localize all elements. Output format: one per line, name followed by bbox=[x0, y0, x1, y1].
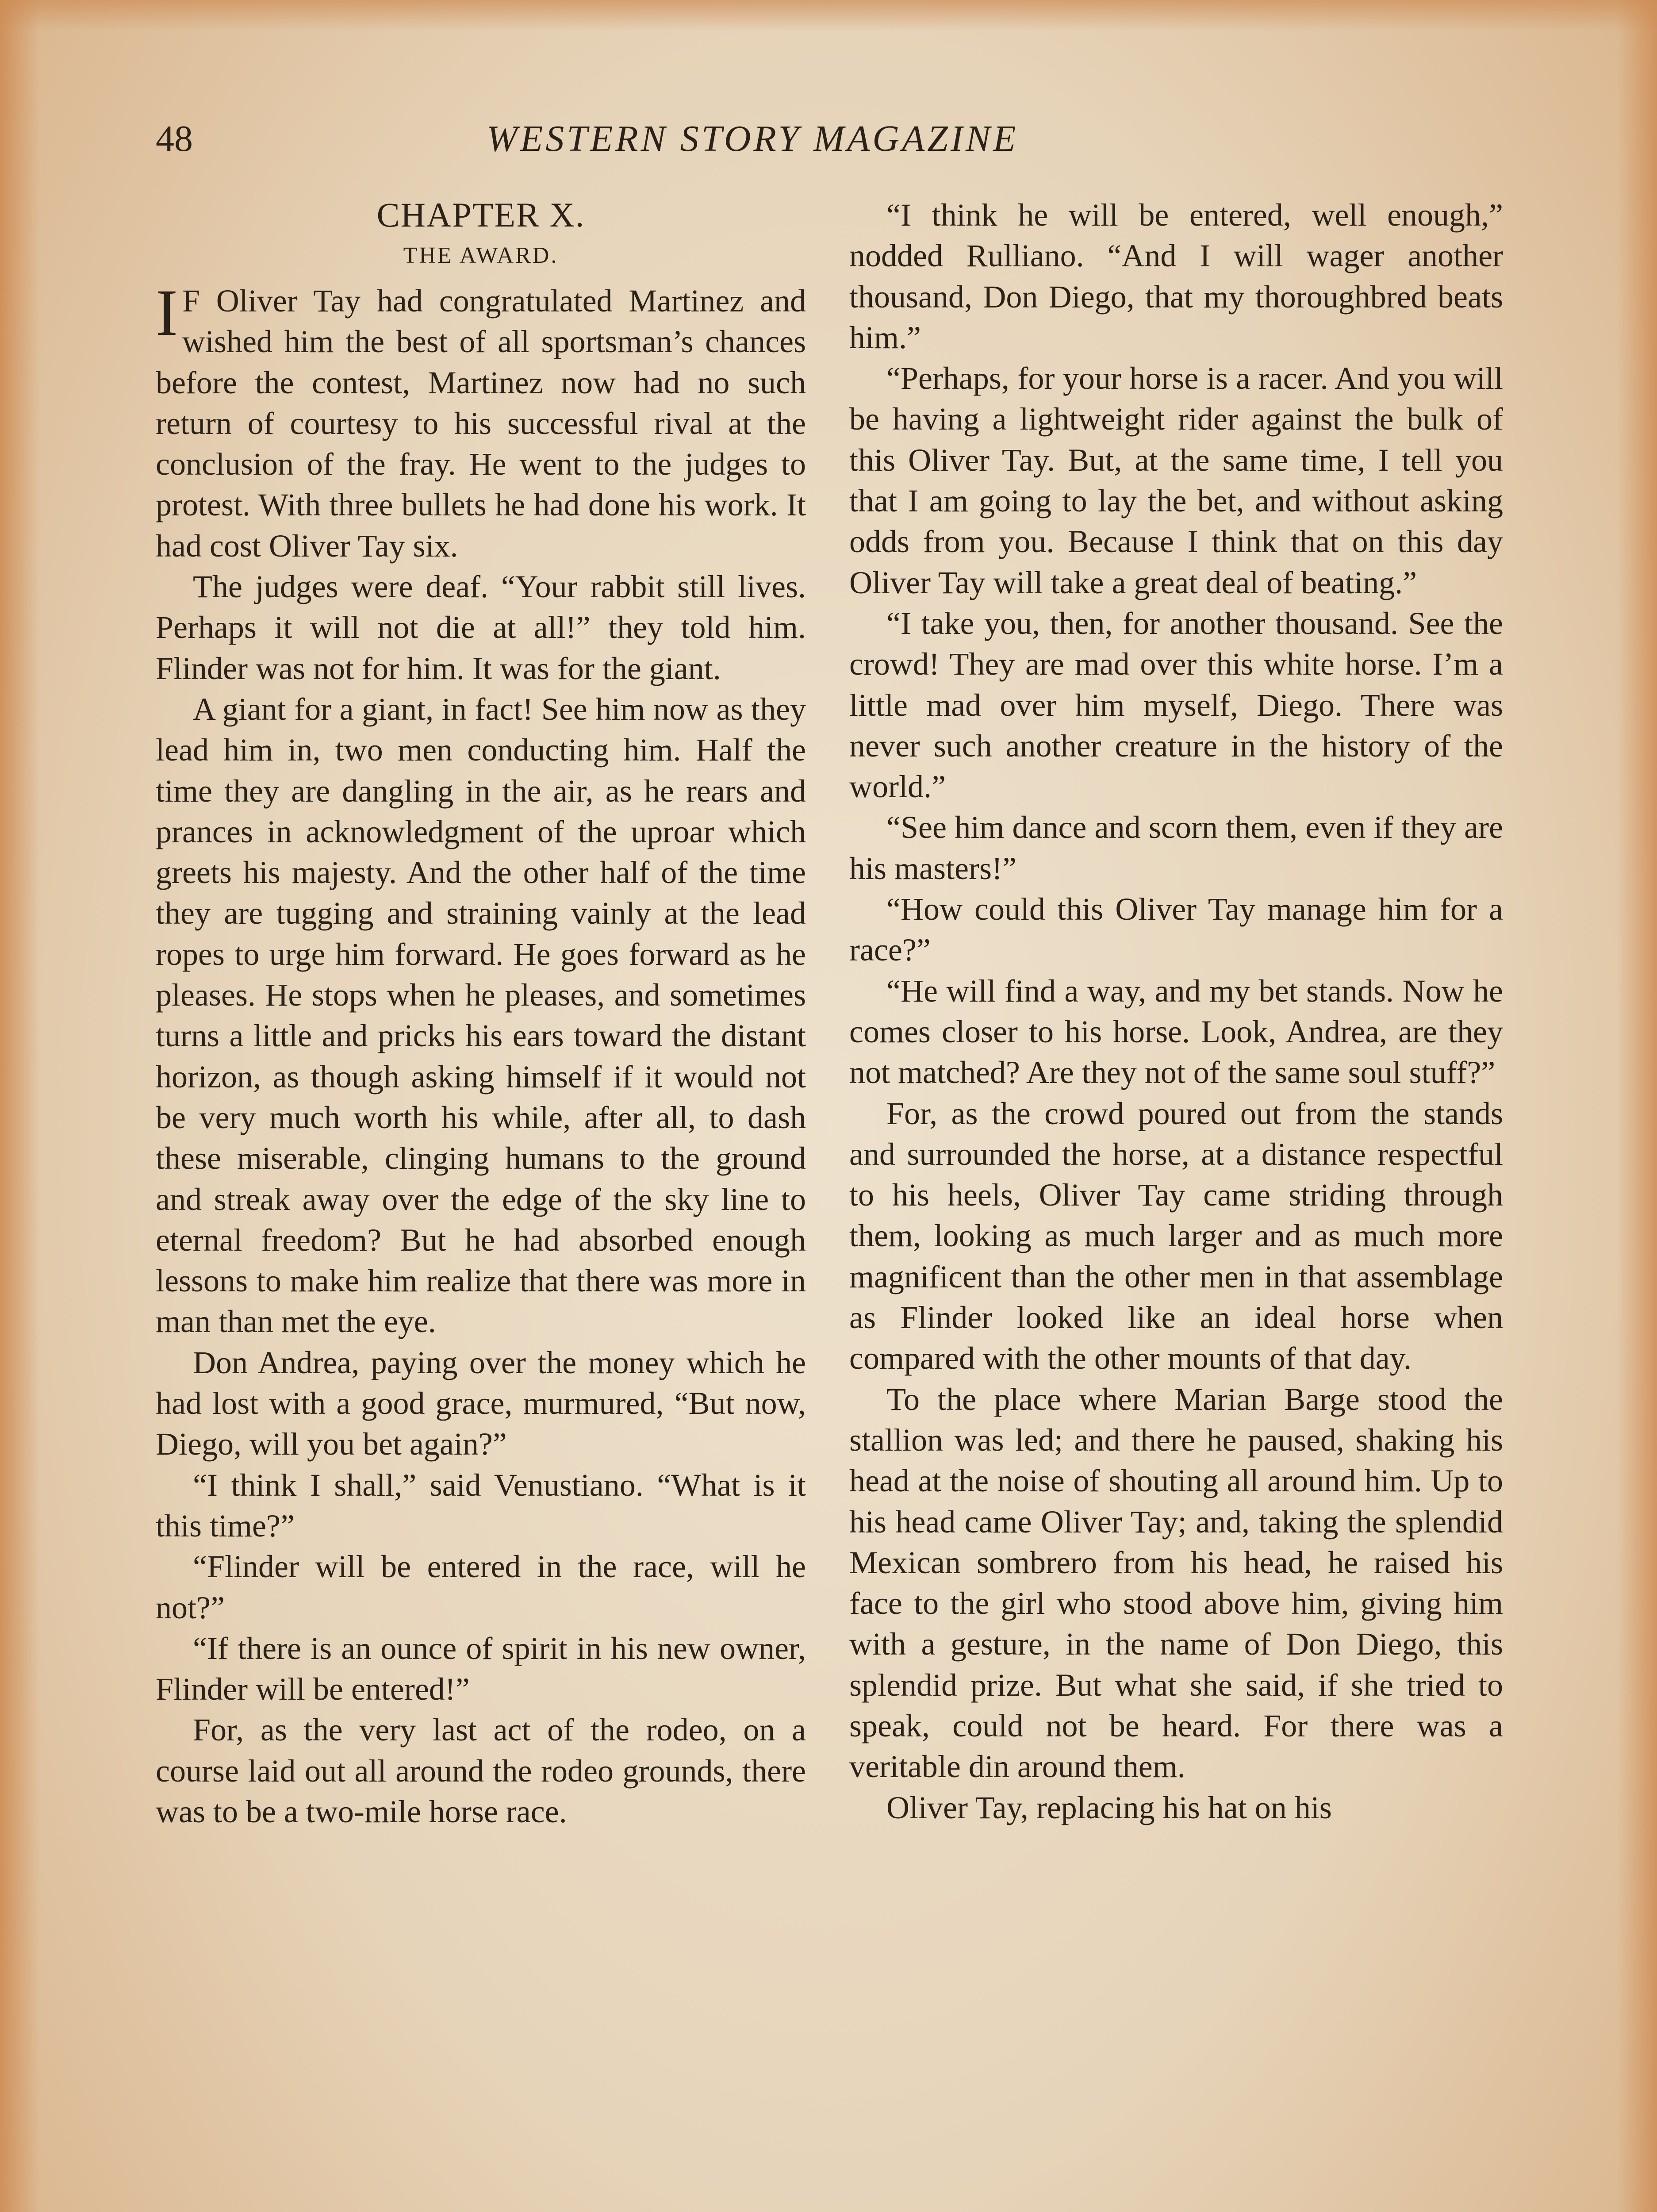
paragraph-text: F Oliver Tay had congratulated Martinez and wished him the best of all sportsman’s chances before the contest, Martinez now had no such return of courtesy to his successful rival at the conclusion of the fray. He went to the judges to protest. With three bullets he had done his work. It had cost Oliver Tay six. bbox=[156, 283, 806, 564]
paragraph: “How could this Oliver Tay manage him for a race?” bbox=[849, 891, 1503, 968]
paragraph: “I think he will be entered, well enough,” nodded Rulliano. “And I will wager another thousand, Don Diego, that my thoroughbred beats him.” bbox=[849, 197, 1503, 355]
paragraph: “He will find a way, and my bet stands. Now he comes closer to his horse. Look, Andrea, are they not matched? Are they not of the same soul stuff?” bbox=[849, 973, 1503, 1091]
paragraph: “Perhaps, for your horse is a racer. And you will be having a lightweight rider against the bulk of this Oliver Tay. But, at the same time, I tell you that I am going to lay the bet, and without asking odds from you. Because I think that on this day Oliver Tay will take a great deal of beating.” bbox=[849, 361, 1503, 600]
left-column bbox=[156, 195, 806, 1832]
paragraph bbox=[156, 276, 806, 566]
chapter-subtitle: THE AWARD. bbox=[403, 243, 559, 268]
paragraph: For, as the crowd poured out from the stands and surrounded the horse, at a distance respectful to his heels, Oliver Tay came striding through them, looking as much larger and as much more magnificent than the other men in that assemblage as Flinder looked like an ideal horse when compared with the other mounts of that day. bbox=[849, 1095, 1503, 1376]
paragraph: Oliver Tay, replacing his hat on his bbox=[886, 1790, 1332, 1825]
paragraph: For, as the very last act of the rodeo, on a course laid out all around the rodeo grounds, there was to be a two-mile horse race. bbox=[156, 1712, 806, 1829]
paragraph: “If there is an ounce of spirit in his new owner, Flinder will be entered!” bbox=[156, 1630, 806, 1707]
paragraph: A giant for a giant, in fact! See him now as they lead him in, two men conducting him. Half the time they are dangling in the air, as he rears and prances in acknowledgment of the uproar which greets his majesty. And the other half of the time they are tugging and straining vainly at the lead ropes to urge him forward. He goes forward as he pleases. He stops when he pleases, and sometimes turns a little and pricks his ears toward the distant horizon, as though asking himself if it would not be very much worth his while, after all, to dash these miserable, clinging humans to the ground and streak away over the edge of the sky line to eternal freedom? But he had absorbed enough lessons to make him realize that there was more in man than met the eye. bbox=[156, 691, 806, 1340]
running-head: WESTERN STORY MAGAZINE bbox=[487, 118, 1019, 159]
right-column bbox=[849, 195, 1503, 1828]
paragraph: To the place where Marian Barge stood the stallion was led; and there he paused, shaking his head at the noise of shouting all around him. Up to his head came Oliver Tay; and, taking the splendid Mexican sombrero from his head, he raised his face to the girl who stood above him, giving him with a gesture, in the name of Don Diego, this splendid prize. But what she said, if she tried to speak, could not be heard. For there was a veritable din around them. bbox=[849, 1381, 1503, 1785]
paragraph: Don Andrea, paying over the money which he had lost with a good grace, murmured, “But now, Diego, will you bet again?” bbox=[156, 1344, 806, 1462]
paragraph: “I take you, then, for another thousand. See the crowd! They are mad over this white horse. I’m a little mad over him myself, Diego. There was never such another creature in the history of the world.” bbox=[849, 605, 1503, 805]
paragraph: “I think I shall,” said Venustiano. “What is it this time?” bbox=[156, 1467, 806, 1544]
page-number: 48 bbox=[156, 118, 193, 159]
paragraph: “Flinder will be entered in the race, will he not?” bbox=[156, 1549, 806, 1625]
paper-edge-left bbox=[0, 0, 40, 2212]
paragraph: The judges were deaf. “Your rabbit still lives. Perhaps it will not die at all!” they told him. Flinder was not for him. It was for the giant. bbox=[156, 569, 806, 686]
drop-cap: I bbox=[156, 276, 178, 349]
chapter-title: CHAPTER X. bbox=[376, 196, 585, 234]
paper-edge-right bbox=[1617, 0, 1657, 2212]
paper-edge-top bbox=[0, 0, 1657, 31]
paragraph: “See him dance and scorn them, even if they are his masters!” bbox=[849, 810, 1503, 886]
